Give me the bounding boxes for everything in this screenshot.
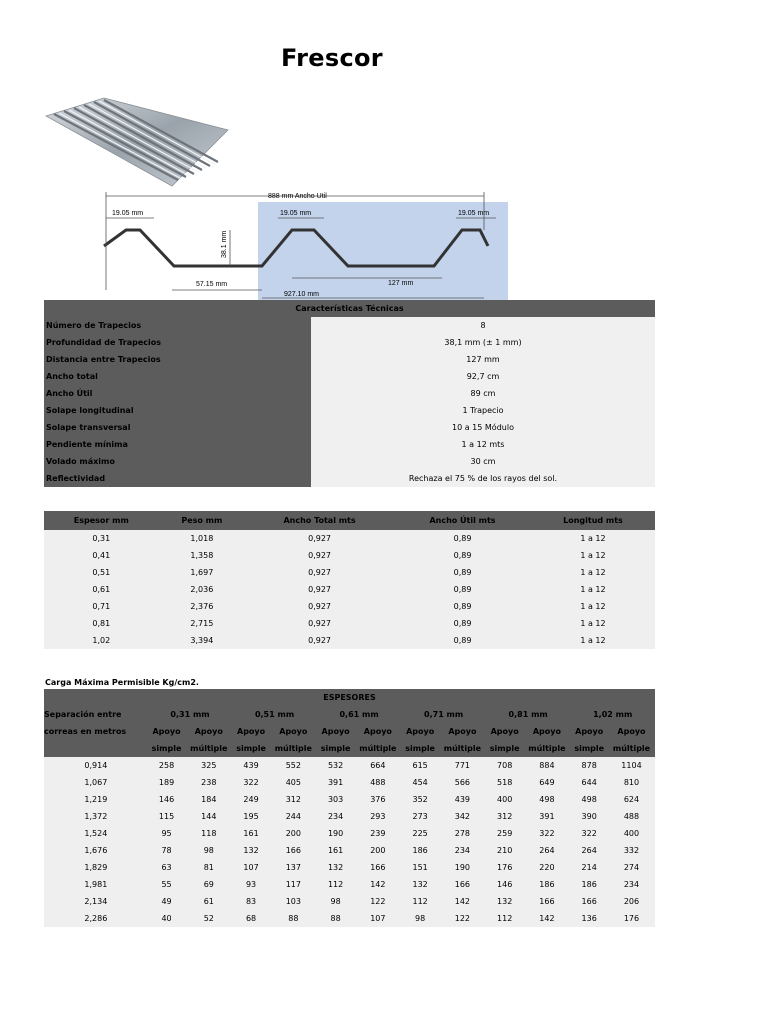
spec-key: Volado máximo bbox=[44, 453, 311, 470]
sizes-cell: 1 a 12 bbox=[531, 547, 655, 564]
spec-value: 10 a 15 Módulo bbox=[311, 419, 655, 436]
sizes-cell: 1,02 bbox=[44, 632, 159, 649]
apoyo-label: Apoyo bbox=[439, 723, 486, 740]
load-cell: 112 bbox=[317, 876, 355, 893]
load-cell: 1,219 bbox=[44, 791, 148, 808]
sizes-cell: 0,81 bbox=[44, 615, 159, 632]
sizes-cell: 0,927 bbox=[245, 615, 394, 632]
thickness-header: 1,02 mm bbox=[570, 706, 655, 723]
load-cell: 142 bbox=[523, 910, 570, 927]
apoyo-label: Apoyo bbox=[401, 723, 439, 740]
load-cell: 52 bbox=[185, 910, 232, 927]
spec-key: Solape transversal bbox=[44, 419, 311, 436]
load-cell: 454 bbox=[401, 774, 439, 791]
load-cell: 78 bbox=[148, 842, 186, 859]
load-cell: 118 bbox=[185, 825, 232, 842]
load-cell: 239 bbox=[354, 825, 401, 842]
sizes-row bbox=[44, 598, 655, 615]
page-title: Frescor bbox=[281, 44, 383, 72]
multiple-label: múltiple bbox=[270, 740, 317, 757]
spec-key: Profundidad de Trapecios bbox=[44, 334, 311, 351]
load-cell: 190 bbox=[317, 825, 355, 842]
sizes-cell: 1 a 12 bbox=[531, 598, 655, 615]
load-cell: 312 bbox=[270, 791, 317, 808]
sizes-row bbox=[44, 632, 655, 649]
load-cell: 88 bbox=[270, 910, 317, 927]
load-cell: 55 bbox=[148, 876, 186, 893]
load-cell: 166 bbox=[270, 842, 317, 859]
load-cell: 391 bbox=[523, 808, 570, 825]
simple-label: simple bbox=[232, 740, 270, 757]
load-cell: 400 bbox=[608, 825, 655, 842]
empty-cell bbox=[44, 740, 148, 757]
spec-value: 1 a 12 mts bbox=[311, 436, 655, 453]
load-cell: 1104 bbox=[608, 757, 655, 774]
load-cell: 88 bbox=[317, 910, 355, 927]
sizes-cell: 0,89 bbox=[394, 564, 531, 581]
spec-key: Número de Trapecios bbox=[44, 317, 311, 334]
thickness-header: 0,61 mm bbox=[317, 706, 402, 723]
multiple-label: múltiple bbox=[523, 740, 570, 757]
load-cell: 322 bbox=[232, 774, 270, 791]
load-cell: 161 bbox=[232, 825, 270, 842]
load-cell: 132 bbox=[401, 876, 439, 893]
load-cell: 225 bbox=[401, 825, 439, 842]
apoyo-label: Apoyo bbox=[570, 723, 608, 740]
load-cell: 132 bbox=[486, 893, 524, 910]
sizes-cell: 0,927 bbox=[245, 598, 394, 615]
spec-table bbox=[44, 300, 655, 487]
load-cell: 69 bbox=[185, 876, 232, 893]
load-cell: 68 bbox=[232, 910, 270, 927]
load-cell: 184 bbox=[185, 791, 232, 808]
load-cell: 61 bbox=[185, 893, 232, 910]
load-row bbox=[44, 876, 655, 893]
sep-label: Separación entre bbox=[44, 706, 148, 723]
sizes-cell: 0,89 bbox=[394, 547, 531, 564]
spec-key: Solape longitudinal bbox=[44, 402, 311, 419]
diagram-height-label: 38.1 mm bbox=[221, 230, 228, 258]
sizes-cell: 1 a 12 bbox=[531, 530, 655, 547]
load-body bbox=[44, 757, 655, 927]
load-cell: 220 bbox=[523, 859, 570, 876]
load-cell: 63 bbox=[148, 859, 186, 876]
sizes-cell: 1 a 12 bbox=[531, 581, 655, 598]
load-cell: 234 bbox=[317, 808, 355, 825]
load-cell: 95 bbox=[148, 825, 186, 842]
load-cell: 117 bbox=[270, 876, 317, 893]
load-cell: 200 bbox=[354, 842, 401, 859]
load-cell: 391 bbox=[317, 774, 355, 791]
load-cell: 259 bbox=[486, 825, 524, 842]
load-cell: 1,676 bbox=[44, 842, 148, 859]
load-cell: 352 bbox=[401, 791, 439, 808]
load-cell: 264 bbox=[570, 842, 608, 859]
thickness-header: 0,81 mm bbox=[486, 706, 571, 723]
load-cell: 1,829 bbox=[44, 859, 148, 876]
load-cell: 146 bbox=[486, 876, 524, 893]
apoyo-label: Apoyo bbox=[354, 723, 401, 740]
thickness-header: 0,31 mm bbox=[148, 706, 233, 723]
load-cell: 390 bbox=[570, 808, 608, 825]
apoyo-label: Apoyo bbox=[486, 723, 524, 740]
sizes-cell: 1,358 bbox=[159, 547, 245, 564]
load-cell: 273 bbox=[401, 808, 439, 825]
load-cell: 532 bbox=[317, 757, 355, 774]
load-row bbox=[44, 910, 655, 927]
apoyo-label: Apoyo bbox=[608, 723, 655, 740]
load-cell: 132 bbox=[317, 859, 355, 876]
simple-label: simple bbox=[486, 740, 524, 757]
load-row bbox=[44, 774, 655, 791]
load-cell: 566 bbox=[439, 774, 486, 791]
load-row bbox=[44, 893, 655, 910]
load-cell: 161 bbox=[317, 842, 355, 859]
load-cell: 144 bbox=[185, 808, 232, 825]
load-cell: 552 bbox=[270, 757, 317, 774]
sizes-cell: 0,89 bbox=[394, 530, 531, 547]
thickness-header: 0,51 mm bbox=[232, 706, 317, 723]
load-cell: 166 bbox=[570, 893, 608, 910]
sizes-row bbox=[44, 581, 655, 598]
load-cell: 884 bbox=[523, 757, 570, 774]
load-cell: 400 bbox=[486, 791, 524, 808]
load-cell: 132 bbox=[232, 842, 270, 859]
load-cell: 98 bbox=[401, 910, 439, 927]
load-cell: 186 bbox=[570, 876, 608, 893]
sizes-header: Ancho Útil mts bbox=[394, 511, 531, 530]
sizes-table bbox=[44, 511, 655, 649]
load-cell: 2,134 bbox=[44, 893, 148, 910]
sizes-cell: 0,41 bbox=[44, 547, 159, 564]
spec-value: 89 cm bbox=[311, 385, 655, 402]
load-cell: 332 bbox=[608, 842, 655, 859]
load-cell: 112 bbox=[486, 910, 524, 927]
diagram-right-label: 19.05 mm bbox=[458, 210, 490, 217]
load-cell: 186 bbox=[401, 842, 439, 859]
load-cell: 1,981 bbox=[44, 876, 148, 893]
spec-value: 38,1 mm (± 1 mm) bbox=[311, 334, 655, 351]
load-cell: 176 bbox=[608, 910, 655, 927]
load-cell: 98 bbox=[185, 842, 232, 859]
sep-label: correas en metros bbox=[44, 723, 148, 740]
load-cell: 249 bbox=[232, 791, 270, 808]
load-cell: 166 bbox=[354, 859, 401, 876]
load-cell: 1,524 bbox=[44, 825, 148, 842]
load-cell: 166 bbox=[439, 876, 486, 893]
load-cell: 278 bbox=[439, 825, 486, 842]
spec-value: 1 Trapecio bbox=[311, 402, 655, 419]
load-cell: 115 bbox=[148, 808, 186, 825]
load-row bbox=[44, 842, 655, 859]
load-cell: 624 bbox=[608, 791, 655, 808]
sizes-header: Espesor mm bbox=[44, 511, 159, 530]
sizes-cell: 0,927 bbox=[245, 632, 394, 649]
apoyo-label: Apoyo bbox=[148, 723, 186, 740]
load-cell: 439 bbox=[232, 757, 270, 774]
sizes-header: Longitud mts bbox=[531, 511, 655, 530]
load-cell: 342 bbox=[439, 808, 486, 825]
load-cell: 112 bbox=[401, 893, 439, 910]
load-cell: 142 bbox=[354, 876, 401, 893]
load-cell: 771 bbox=[439, 757, 486, 774]
load-row bbox=[44, 757, 655, 774]
apoyo-label: Apoyo bbox=[232, 723, 270, 740]
load-cell: 488 bbox=[354, 774, 401, 791]
profile-diagram bbox=[92, 190, 508, 300]
diagram-bottom-right: 127 mm bbox=[388, 280, 414, 287]
load-cell: 98 bbox=[317, 893, 355, 910]
spec-key: Distancia entre Trapecios bbox=[44, 351, 311, 368]
load-cell: 498 bbox=[570, 791, 608, 808]
load-cell: 649 bbox=[523, 774, 570, 791]
sizes-cell: 3,394 bbox=[159, 632, 245, 649]
spec-value: 8 bbox=[311, 317, 655, 334]
load-cell: 142 bbox=[439, 893, 486, 910]
load-cell: 107 bbox=[354, 910, 401, 927]
load-cell: 322 bbox=[570, 825, 608, 842]
load-cell: 439 bbox=[439, 791, 486, 808]
load-cell: 1,067 bbox=[44, 774, 148, 791]
load-cell: 136 bbox=[570, 910, 608, 927]
load-cell: 122 bbox=[354, 893, 401, 910]
load-cell: 2,286 bbox=[44, 910, 148, 927]
load-cell: 166 bbox=[523, 893, 570, 910]
load-cell: 488 bbox=[608, 808, 655, 825]
sizes-cell: 0,61 bbox=[44, 581, 159, 598]
load-cell: 122 bbox=[439, 910, 486, 927]
load-cell: 376 bbox=[354, 791, 401, 808]
load-cell: 615 bbox=[401, 757, 439, 774]
sizes-row bbox=[44, 615, 655, 632]
load-cell: 293 bbox=[354, 808, 401, 825]
load-cell: 81 bbox=[185, 859, 232, 876]
corrugated-sheet-image bbox=[44, 96, 230, 188]
sizes-cell: 2,376 bbox=[159, 598, 245, 615]
sizes-cell: 0,927 bbox=[245, 564, 394, 581]
sizes-cell: 2,715 bbox=[159, 615, 245, 632]
spec-value: Rechaza el 75 % de los rayos del sol. bbox=[311, 470, 655, 487]
load-cell: 107 bbox=[232, 859, 270, 876]
simple-label: simple bbox=[317, 740, 355, 757]
sizes-cell: 1 a 12 bbox=[531, 564, 655, 581]
apoyo-label: Apoyo bbox=[185, 723, 232, 740]
load-cell: 234 bbox=[608, 876, 655, 893]
load-cell: 93 bbox=[232, 876, 270, 893]
simple-label: simple bbox=[570, 740, 608, 757]
load-cell: 190 bbox=[439, 859, 486, 876]
load-cell: 0,914 bbox=[44, 757, 148, 774]
spec-key: Pendiente mínima bbox=[44, 436, 311, 453]
load-cell: 214 bbox=[570, 859, 608, 876]
sizes-body bbox=[44, 530, 655, 649]
load-cell: 238 bbox=[185, 774, 232, 791]
load-cell: 206 bbox=[608, 893, 655, 910]
spec-key: Ancho Útil bbox=[44, 385, 311, 402]
sizes-cell: 0,89 bbox=[394, 615, 531, 632]
load-cell: 40 bbox=[148, 910, 186, 927]
simple-label: simple bbox=[148, 740, 186, 757]
load-table bbox=[44, 689, 655, 927]
sizes-cell: 0,89 bbox=[394, 581, 531, 598]
load-cell: 498 bbox=[523, 791, 570, 808]
sizes-row bbox=[44, 547, 655, 564]
multiple-label: múltiple bbox=[439, 740, 486, 757]
sizes-header: Peso mm bbox=[159, 511, 245, 530]
sizes-cell: 0,51 bbox=[44, 564, 159, 581]
sizes-cell: 1,018 bbox=[159, 530, 245, 547]
diagram-total: 927.10 mm bbox=[284, 291, 320, 298]
apoyo-label: Apoyo bbox=[270, 723, 317, 740]
sizes-cell: 2,036 bbox=[159, 581, 245, 598]
load-cell: 405 bbox=[270, 774, 317, 791]
spec-key: Reflectividad bbox=[44, 470, 311, 487]
load-cell: 244 bbox=[270, 808, 317, 825]
load-cell: 708 bbox=[486, 757, 524, 774]
load-cell: 210 bbox=[486, 842, 524, 859]
load-row bbox=[44, 825, 655, 842]
load-cell: 200 bbox=[270, 825, 317, 842]
spec-value: 30 cm bbox=[311, 453, 655, 470]
load-cell: 176 bbox=[486, 859, 524, 876]
simple-label: simple bbox=[401, 740, 439, 757]
sizes-cell: 0,89 bbox=[394, 598, 531, 615]
load-row bbox=[44, 808, 655, 825]
sizes-cell: 0,71 bbox=[44, 598, 159, 615]
load-cell: 234 bbox=[439, 842, 486, 859]
sizes-cell: 0,927 bbox=[245, 547, 394, 564]
load-caption: Carga Máxima Permisible Kg/cm2. bbox=[45, 678, 199, 687]
sizes-cell: 1 a 12 bbox=[531, 615, 655, 632]
diagram-bottom-left: 57.15 mm bbox=[196, 281, 228, 288]
load-cell: 325 bbox=[185, 757, 232, 774]
diagram-left-label: 19.05 mm bbox=[112, 210, 144, 217]
load-cell: 644 bbox=[570, 774, 608, 791]
load-cell: 303 bbox=[317, 791, 355, 808]
load-row bbox=[44, 859, 655, 876]
apoyo-label: Apoyo bbox=[523, 723, 570, 740]
load-cell: 83 bbox=[232, 893, 270, 910]
load-cell: 312 bbox=[486, 808, 524, 825]
sizes-row bbox=[44, 530, 655, 547]
spec-header: Características Técnicas bbox=[44, 300, 655, 317]
load-cell: 186 bbox=[523, 876, 570, 893]
sizes-cell: 1 a 12 bbox=[531, 632, 655, 649]
load-cell: 49 bbox=[148, 893, 186, 910]
multiple-label: múltiple bbox=[185, 740, 232, 757]
multiple-label: múltiple bbox=[608, 740, 655, 757]
load-cell: 664 bbox=[354, 757, 401, 774]
sizes-cell: 1,697 bbox=[159, 564, 245, 581]
sizes-cell: 0,31 bbox=[44, 530, 159, 547]
load-cell: 195 bbox=[232, 808, 270, 825]
load-cell: 103 bbox=[270, 893, 317, 910]
apoyo-label: Apoyo bbox=[317, 723, 355, 740]
load-cell: 878 bbox=[570, 757, 608, 774]
load-cell: 1,372 bbox=[44, 808, 148, 825]
sizes-cell: 0,927 bbox=[245, 581, 394, 598]
load-group-header: ESPESORES bbox=[44, 689, 655, 706]
load-cell: 518 bbox=[486, 774, 524, 791]
load-cell: 322 bbox=[523, 825, 570, 842]
spec-value: 92,7 cm bbox=[311, 368, 655, 385]
load-cell: 146 bbox=[148, 791, 186, 808]
multiple-label: múltiple bbox=[354, 740, 401, 757]
load-cell: 189 bbox=[148, 774, 186, 791]
diagram-mid-label: 19.05 mm bbox=[280, 210, 312, 217]
sizes-cell: 0,89 bbox=[394, 632, 531, 649]
load-cell: 151 bbox=[401, 859, 439, 876]
load-cell: 274 bbox=[608, 859, 655, 876]
diagram-top-label: 888 mm Ancho Util bbox=[268, 193, 327, 200]
spec-key: Ancho total bbox=[44, 368, 311, 385]
spec-value: 127 mm bbox=[311, 351, 655, 368]
load-cell: 258 bbox=[148, 757, 186, 774]
load-cell: 264 bbox=[523, 842, 570, 859]
thickness-header: 0,71 mm bbox=[401, 706, 486, 723]
sizes-row bbox=[44, 564, 655, 581]
load-cell: 810 bbox=[608, 774, 655, 791]
load-row bbox=[44, 791, 655, 808]
load-cell: 137 bbox=[270, 859, 317, 876]
sizes-cell: 0,927 bbox=[245, 530, 394, 547]
sizes-header: Ancho Total mts bbox=[245, 511, 394, 530]
